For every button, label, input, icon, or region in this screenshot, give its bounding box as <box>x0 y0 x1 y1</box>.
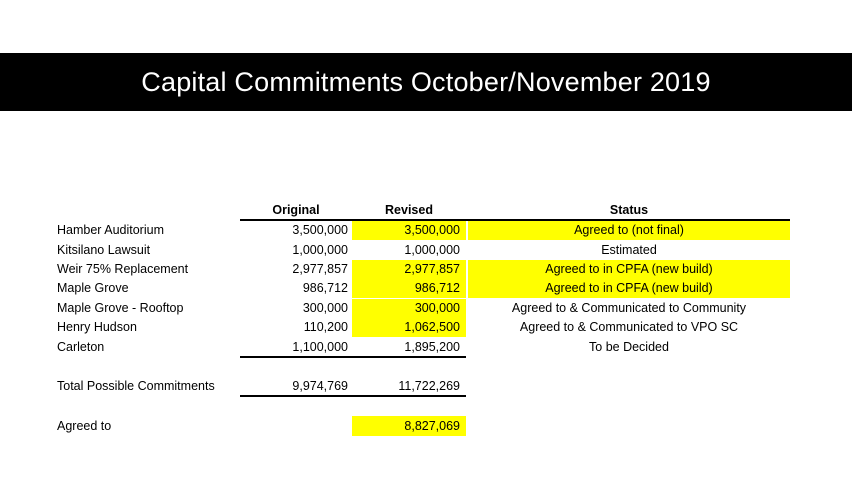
row-status: Estimated <box>601 243 657 257</box>
row-original: 1,100,000 <box>292 340 348 354</box>
row-original: 1,000,000 <box>292 243 348 257</box>
row-label: Henry Hudson <box>57 320 137 334</box>
row-original: 3,500,000 <box>292 223 348 237</box>
row-status: Agreed to (not final) <box>468 221 790 240</box>
row-revised-value: 1,895,200 <box>404 340 460 354</box>
row-label: Kitsilano Lawsuit <box>57 243 151 257</box>
row-label: Carleton <box>57 340 105 354</box>
row-original: 986,712 <box>302 281 348 295</box>
row-label: Weir 75% Replacement <box>57 262 189 276</box>
header-revised: Revised <box>385 203 433 217</box>
header-original: Original <box>272 203 320 217</box>
row-original: 110,200 <box>303 320 348 334</box>
page-title: Capital Commitments October/November 2019 <box>141 66 711 97</box>
row-status: Agreed to in CPFA (new build) <box>468 279 790 298</box>
header-status: Status <box>609 203 649 217</box>
row-revised-value: 2,977,857 <box>404 262 460 276</box>
total-label: Total Possible Commitments <box>57 379 215 393</box>
row-label: Maple Grove - Rooftop <box>57 301 184 315</box>
total-original: 9,974,769 <box>292 379 348 393</box>
row-revised-value: 1,062,500 <box>404 320 460 334</box>
row-revised <box>352 299 466 318</box>
row-label: Hamber Auditorium <box>57 223 164 237</box>
row-revised-value: 300,000 <box>414 301 460 315</box>
row-revised <box>352 279 466 298</box>
row-status: Agreed to in CPFA (new build) <box>468 260 790 279</box>
subtotal-rule <box>240 356 466 358</box>
row-status: Agreed to & Communicated to VPO SC <box>519 320 739 334</box>
row-revised <box>352 221 466 240</box>
row-revised-value: 986,712 <box>414 281 460 295</box>
row-revised-value: 1,000,000 <box>404 243 460 257</box>
agreed-revised <box>352 416 466 436</box>
row-revised <box>352 338 466 357</box>
row-revised <box>352 241 466 260</box>
row-status: To be Decided <box>589 340 669 354</box>
row-revised-value: 3,500,000 <box>404 223 460 237</box>
row-revised <box>352 260 466 279</box>
agreed-revised-value: 8,827,069 <box>404 419 460 433</box>
row-label: Maple Grove <box>57 281 129 295</box>
agreed-label: Agreed to <box>57 419 112 433</box>
row-status: Agreed to & Communicated to Community <box>511 301 747 315</box>
total-revised-value: 11,722,269 <box>398 379 460 393</box>
row-revised <box>352 318 466 337</box>
total-rule <box>240 395 466 397</box>
total-revised <box>352 377 466 396</box>
row-original: 300,000 <box>302 301 348 315</box>
row-original: 2,977,857 <box>292 262 348 276</box>
